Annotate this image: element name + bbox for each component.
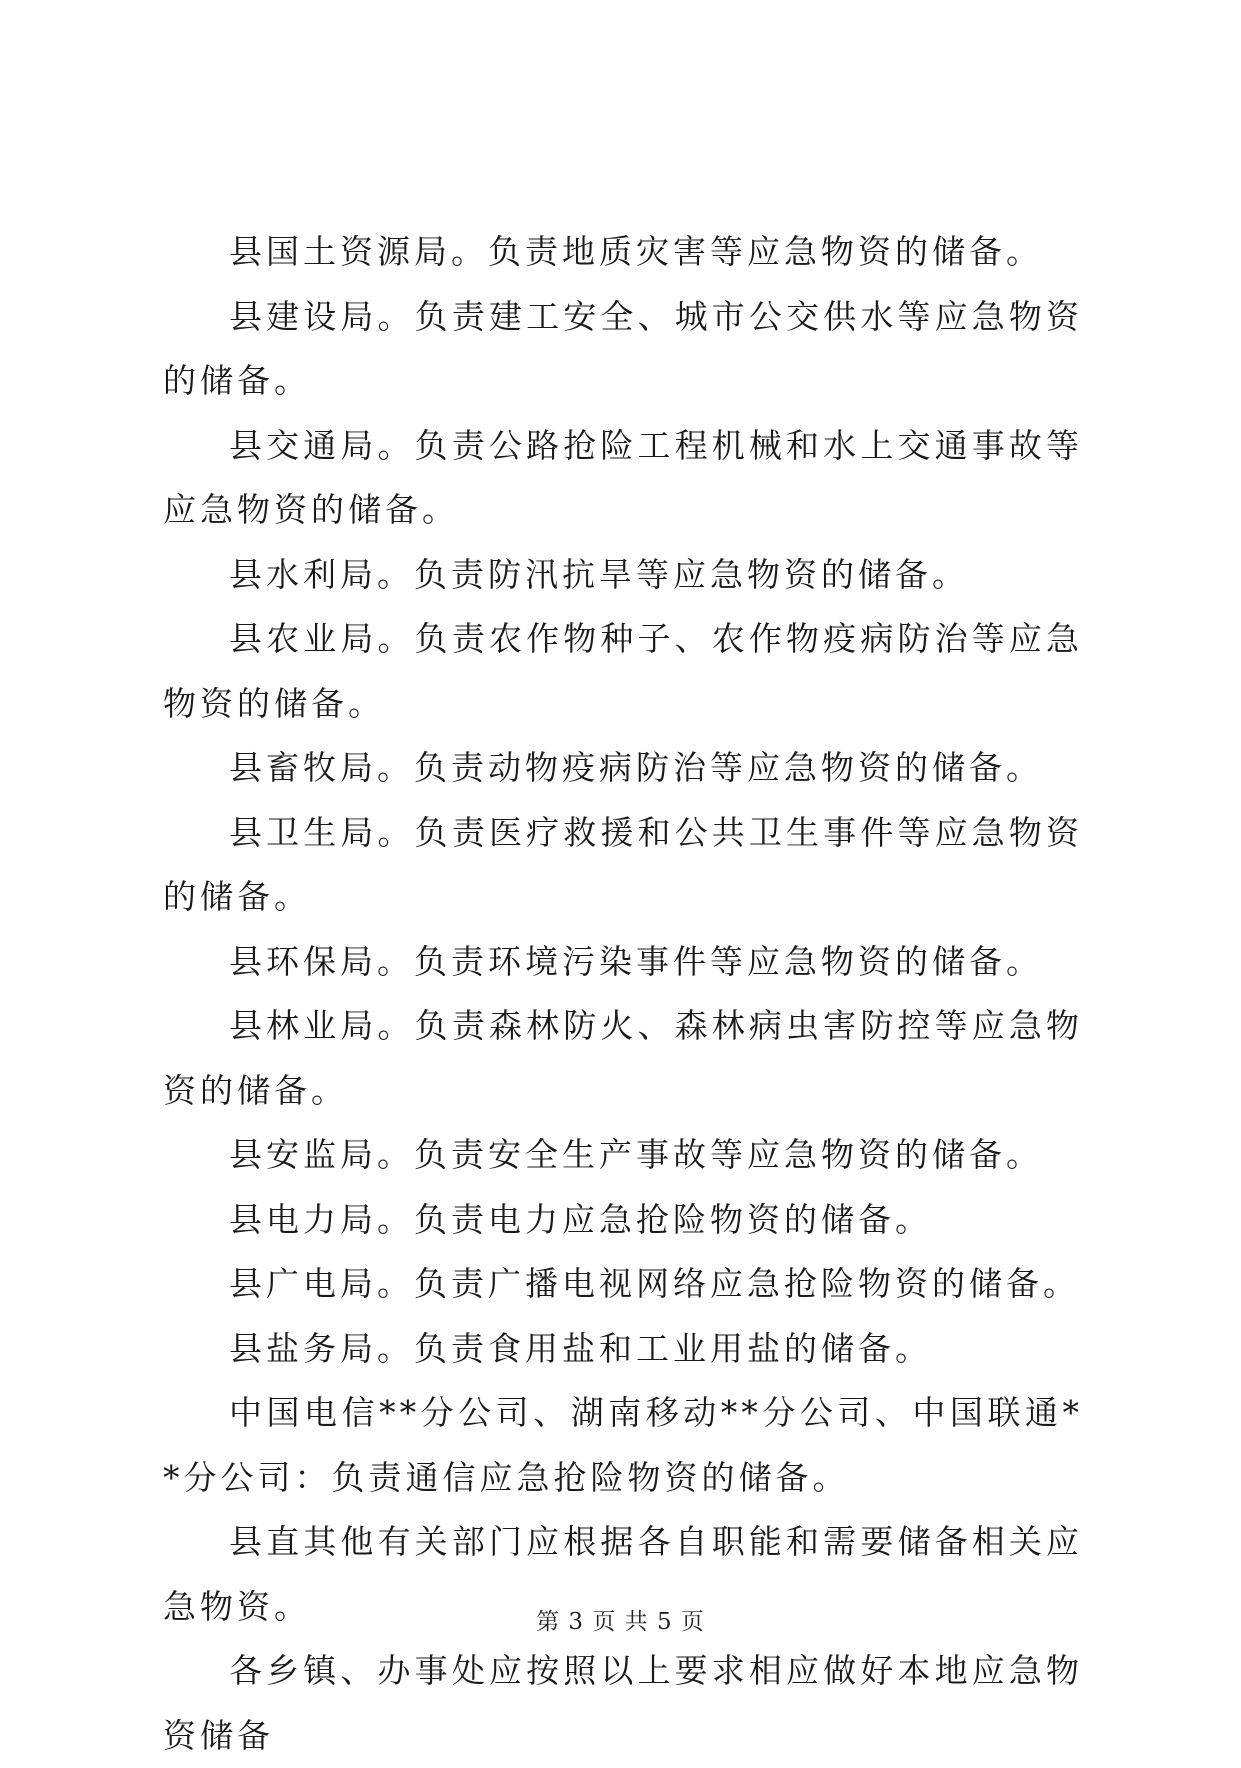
paragraph-electric-power: 县电力局。负责电力应急抢险物资的储备。	[229, 1199, 932, 1239]
paragraph-health: 县卫生局。负责医疗救援和公共卫生事件等应急物资的储备。	[163, 812, 1083, 916]
page-number-footer: 第 3 页 共 5 页	[536, 1609, 705, 1635]
document-body	[163, 220, 1083, 1768]
paragraph-salt: 县盐务局。负责食用盐和工业用盐的储备。	[229, 1328, 932, 1368]
paragraph-agriculture: 县农业局。负责农作物种子、农作物疫病防治等应急物资的储备。	[163, 619, 1083, 723]
paragraph-other-departments: 县直其他有关部门应根据各自职能和需要储备相关应急物资。	[163, 1522, 1083, 1626]
paragraph-transport: 县交通局。负责公路抢险工程机械和水上交通事故等应急物资的储备。	[163, 425, 1083, 529]
paragraph-animal-husbandry: 县畜牧局。负责动物疫病防治等应急物资的储备。	[229, 748, 1043, 787]
paragraph-telecom: 中国电信**分公司、湖南移动**分公司、中国联通**分公司：负责通信应急抢险物资的储备。	[163, 1393, 1083, 1497]
paragraph-construction: 县建设局。负责建工安全、城市公交供水等应急物资的储备。	[163, 296, 1083, 400]
paragraph-broadcasting: 县广电局。负责广播电视网络应急抢险物资的储备。	[229, 1264, 1080, 1303]
paragraph-townships: 各乡镇、办事处应按照以上要求相应做好本地应急物资储备	[163, 1651, 1083, 1755]
paragraph-environment: 县环保局。负责环境污染事件等应急物资的储备。	[229, 941, 1043, 981]
paragraph-land-resources: 县国土资源局。负责地质灾害等应急物资的储备。	[229, 232, 1043, 271]
paragraph-forestry: 县林业局。负责森林防火、森林病虫害防控等应急物资的储备。	[163, 1006, 1083, 1110]
paragraph-work-safety: 县安监局。负责安全生产事故等应急物资的储备。	[229, 1135, 1043, 1174]
paragraph-water-conservancy: 县水利局。负责防汛抗旱等应急物资的储备。	[229, 554, 969, 594]
